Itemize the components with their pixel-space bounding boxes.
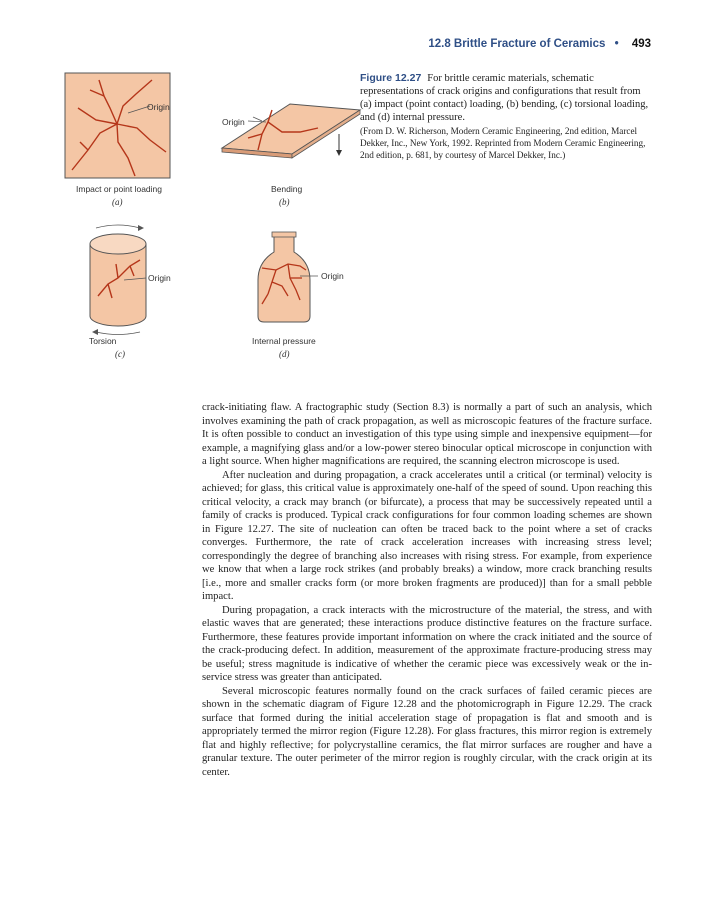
panel-a-origin-label: Origin <box>147 102 170 112</box>
paragraph-4: Several microscopic features normally found on the crack surfaces of failed ceramic pieces are shown in the schematic diagram of Figure 12.28 and the photomicrograph in Figure 12.29. The crack surface that formed during the initial acceleration stage of propagation is flat and smooth and is appropriately termed the mirror region (Figure 12.28). For glass fractures, this mirror region is extremely flat and highly reflective; for polycrystalline ceramics, the flat mirror surfaces are rougher and have a granular texture. The outer perimeter of the mirror region is roughly circular, with the crack origin at its center. <box>202 685 652 778</box>
panel-a-letter: (a) <box>112 197 123 207</box>
panel-b-letter: (b) <box>279 197 290 207</box>
panel-c-drawing <box>90 225 146 335</box>
header-separator: • <box>614 38 619 50</box>
panel-c-torque-top-head <box>138 225 144 231</box>
panel-d-bottle <box>258 236 310 322</box>
panel-b-origin-arrow <box>253 117 262 121</box>
panel-c-origin-label: Origin <box>148 273 171 283</box>
figure-caption <box>360 72 652 161</box>
paragraph-3: During propagation, a crack interacts with the microstructure of the material, the stress, and with elastic waves that are generated; these interactions produce distinctive features on the fracture surface. Furthermore, these features provide important information on where the crack initiated and the source of the crack-producing defect. In addition, measurement of the approximate fracture-producing stress may be useful; stress magnitude is indicative of whether the ceramic piece was excessively weak or the in-service stress was greater than anticipated. <box>202 604 652 683</box>
panel-c-cylinder-top <box>90 234 146 254</box>
body-text <box>202 401 652 779</box>
panel-a-drawing <box>65 73 170 178</box>
paragraph-1: crack-initiating flaw. A fractographic study (Section 8.3) is normally a part of such an analysis, which involves examining the path of crack propagation, as well as microscopic features of the fracture surface. It is often possible to conduct an investigation of this type using simple and inexpensive equipment—for example, a magnifying glass and/or a low-power stereo binocular optical microscope in conjunction with a light source. When higher magnifications are required, the scanning electron microscope is used. <box>202 402 652 467</box>
panel-d-bottle-neck <box>272 232 296 237</box>
panel-d-letter: (d) <box>279 349 290 359</box>
panel-d-origin-label: Origin <box>321 271 344 281</box>
figure-source: (From D. W. Richerson, Modern Ceramic Engineering, 2nd edition, Marcel Dekker, Inc., New York, 1992. Reprinted from Modern Ceramic Engineering, 2nd edition, p. 681, by courtesy of Marcel Dekker, Inc.) <box>360 126 646 160</box>
panel-c-torque-top <box>96 225 140 228</box>
page-number: 493 <box>631 38 651 50</box>
figure-caption-text: For brittle ceramic materials, schematic representations of crack origins and configurations that result from (a) impact (point contact) loading, (b) bending, (c) torsional loading, and (d) internal pressure. <box>360 73 649 123</box>
panel-b-origin-label: Origin <box>222 117 245 127</box>
panel-a-caption: Impact or point loading <box>76 184 162 194</box>
panel-b-drawing <box>222 104 360 158</box>
panel-d-drawing <box>258 232 318 322</box>
panel-c-torque-bottom-head <box>92 329 98 335</box>
panel-c-torque-bottom <box>96 332 140 335</box>
section-title: 12.8 Brittle Fracture of Ceramics <box>428 38 606 50</box>
panel-c-letter: (c) <box>115 349 125 359</box>
panel-b-force-arrowhead <box>336 150 342 156</box>
panel-b-caption: Bending <box>271 184 303 194</box>
panel-c-caption: Torsion <box>89 336 117 346</box>
panel-d-caption: Internal pressure <box>252 336 316 346</box>
panel-c-cylinder-body <box>90 244 146 326</box>
paragraph-2: After nucleation and during propagation, a crack accelerates until a critical (or terminal) velocity is achieved; for glass, this critical value is approximately one-half of the speed of sound. Upon reaching this critical velocity, a crack may branch (or bifurcate), a process that may be successively repeated until a family of cracks is produced. Typical crack configurations for four common loading schemes are shown in Figure 12.27. The site of nucleation can often be traced back to the point where a set of cracks converges. Furthermore, the rate of crack acceleration increases with increasing stress level; correspondingly the degree of branching also increases with rising stress. For example, from experience we know that when a large rock strikes (and probably breaks) a window, more crack branching results [i.e., more and smaller cracks form (or more broken fragments are produced)] than for a small pebble impact. <box>202 469 652 602</box>
figure-name: Figure 12.27 <box>360 72 422 84</box>
